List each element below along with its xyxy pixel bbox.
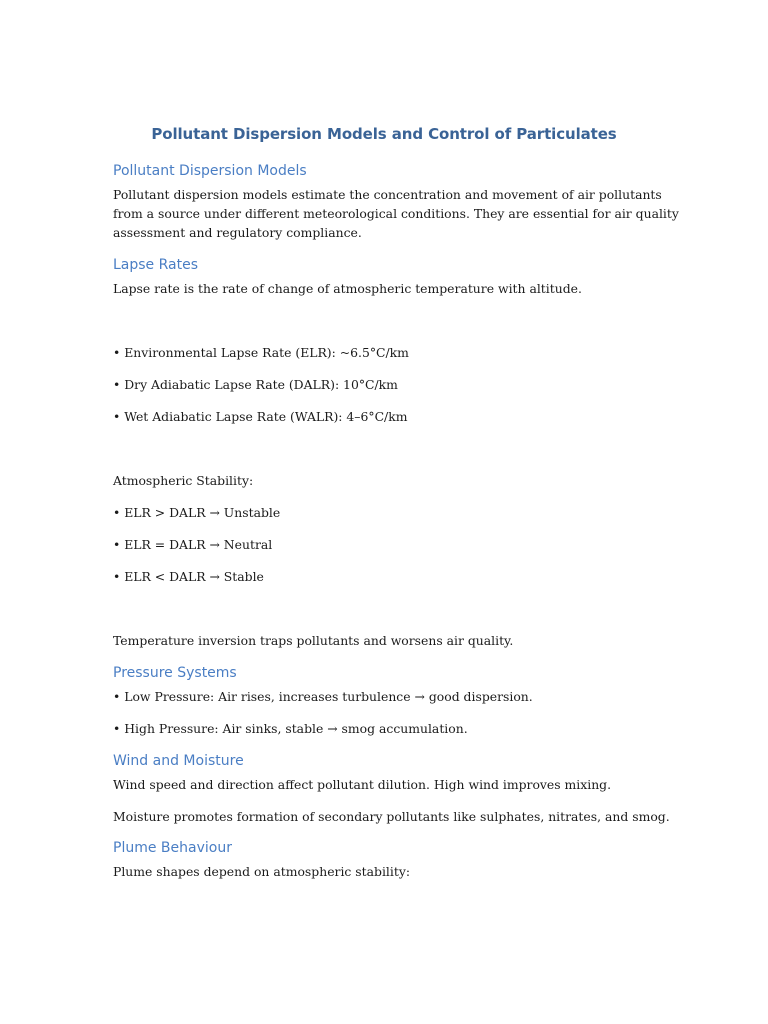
bullet-low-pressure: • Low Pressure: Air rises, increases turbulence → good dispersion. [113,689,533,704]
heading-lapse-rates: Lapse Rates [113,257,199,273]
bullet-high-pressure: • High Pressure: Air sinks, stable → smog accumulation. [113,721,468,736]
bullet-neutral: • ELR = DALR → Neutral [113,537,273,552]
heading-pressure-systems: Pressure Systems [113,665,237,681]
heading-plume-behaviour: Plume Behaviour [113,840,232,856]
paragraph-wind: Wind speed and direction affect pollutant dilution. High wind improves mixing. [113,777,612,792]
paragraph-moisture: Moisture promotes formation of secondary pollutants like sulphates, nitrates, and smog. [113,809,670,824]
paragraph-lapse-intro: Lapse rate is the rate of change of atmospheric temperature with altitude. [113,281,582,296]
bullet-walr: • Wet Adiabatic Lapse Rate (WALR): 4–6°C/km [113,409,408,424]
heading-dispersion-models: Pollutant Dispersion Models [113,163,307,179]
heading-wind-moisture: Wind and Moisture [113,753,244,769]
paragraph-line: Pollutant dispersion models estimate the concentration and movement of air pollutants [113,187,662,202]
paragraph-line: from a source under different meteorological conditions. They are essential for air quality [113,206,679,221]
bullet-dalr: • Dry Adiabatic Lapse Rate (DALR): 10°C/km [113,377,398,392]
paragraph-dispersion-intro [113,185,679,242]
stability-label: Atmospheric Stability: [113,473,254,488]
document-title: Pollutant Dispersion Models and Control of Particulates [151,125,617,143]
paragraph-line: assessment and regulatory compliance. [113,225,362,240]
paragraph-plume: Plume shapes depend on atmospheric stability: [113,864,410,879]
bullet-elr: • Environmental Lapse Rate (ELR): ~6.5°C/km [113,345,409,360]
paragraph-inversion: Temperature inversion traps pollutants and worsens air quality. [113,633,514,648]
bullet-unstable: • ELR > DALR → Unstable [113,505,281,520]
bullet-stable: • ELR < DALR → Stable [113,569,264,584]
